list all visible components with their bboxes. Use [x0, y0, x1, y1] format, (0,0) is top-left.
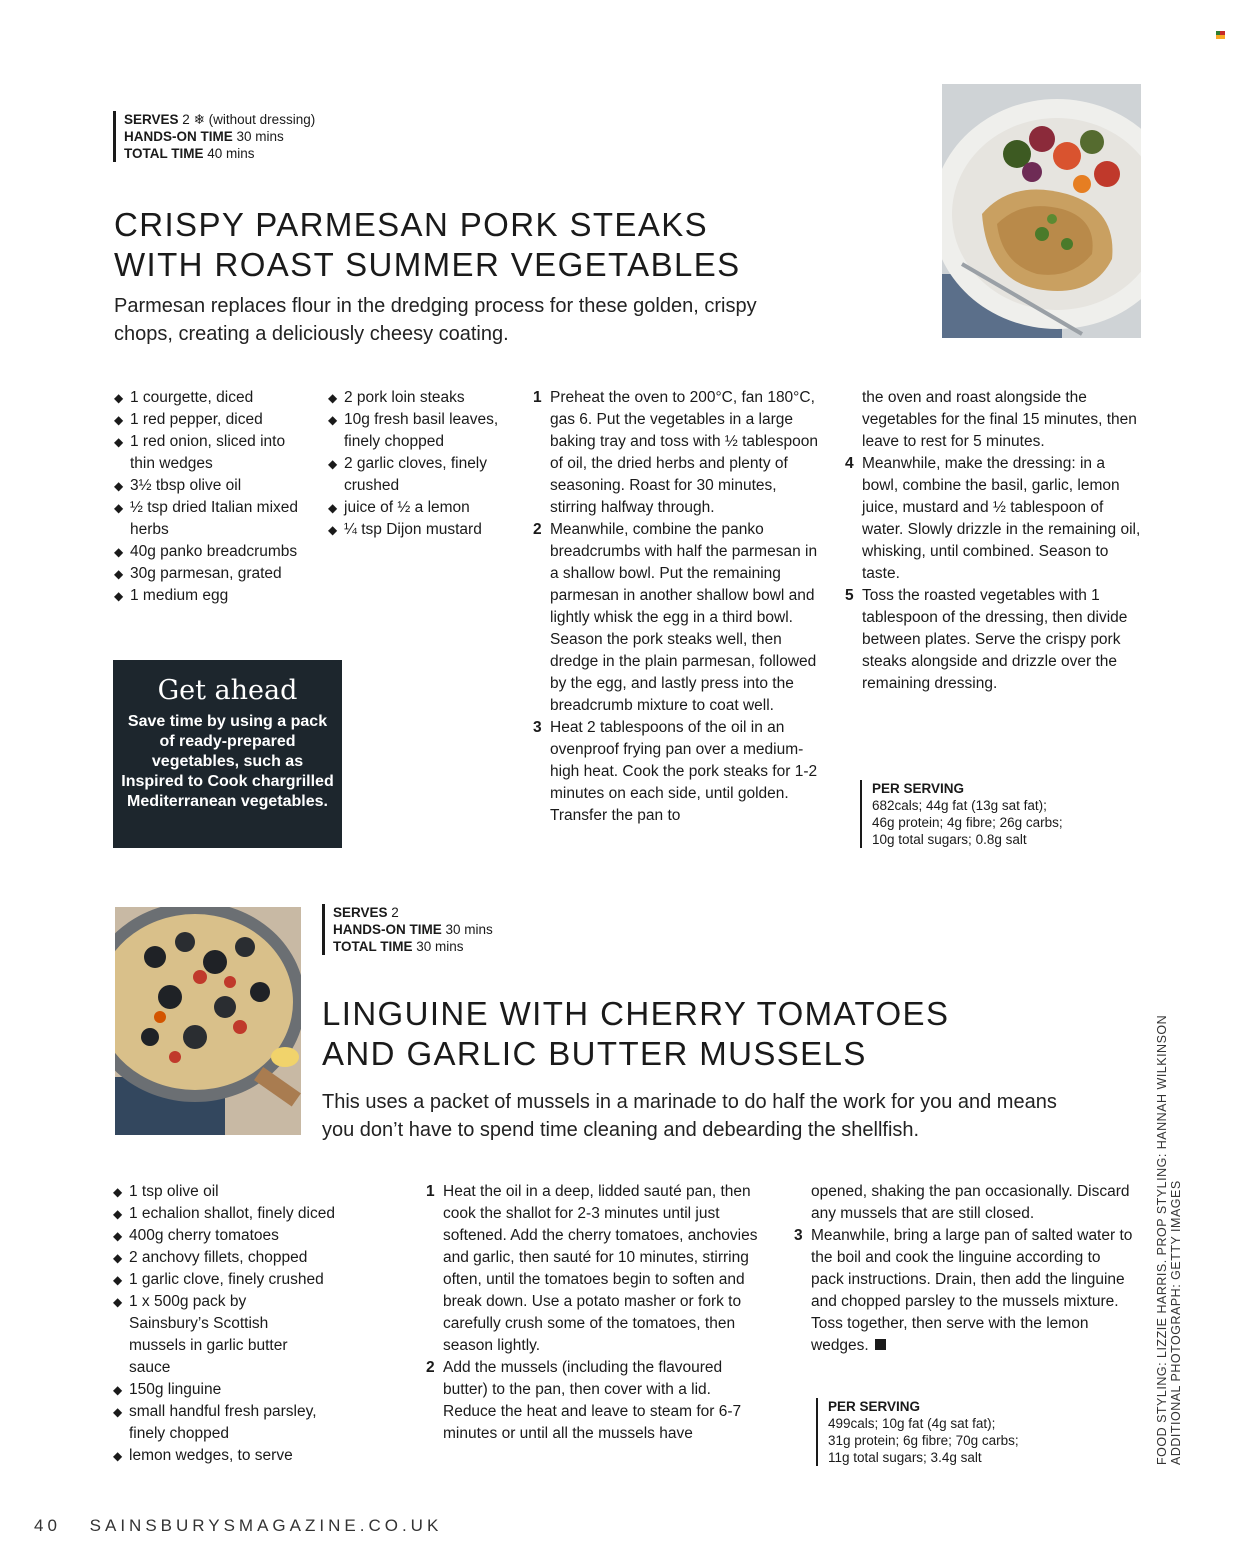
hands-on-label: HANDS-ON TIME [333, 922, 442, 937]
serves-row [124, 111, 315, 128]
hands-on-value: 30 mins [445, 922, 493, 937]
credits-line: ADDITIONAL PHOTOGRAPH: GETTY IMAGES [1169, 1180, 1183, 1465]
serves-label: SERVES [124, 112, 179, 127]
ingredient-item: ◆ ½ tsp dried Italian mixed herbs [114, 497, 314, 541]
recipe1-method-col1 [533, 387, 825, 827]
recipe2-title [322, 994, 949, 1074]
recipe1-ingredients-col1 [114, 387, 314, 607]
page-number: 40 [34, 1516, 61, 1535]
get-ahead-heading: Get ahead [157, 675, 298, 706]
total-time-row [333, 938, 493, 955]
ingredient-item: ◆ 3½ tbsp olive oil [114, 475, 314, 497]
serves-row [333, 904, 493, 921]
ingredient-item: ◆ 1 tsp olive oil [113, 1181, 373, 1203]
total-time-value: 40 mins [207, 146, 255, 161]
nutrition-line: 682cals; 44g fat (13g sat fat); [872, 798, 1047, 813]
hands-on-label: HANDS-ON TIME [124, 129, 233, 144]
step-number: 1 [426, 1183, 435, 1200]
credits-line: FOOD STYLING: LIZZIE HARRIS. PROP STYLING: HANNAH WILKINSON [1155, 1014, 1169, 1465]
ingredient-item: ◆ 1 courgette, diced [114, 387, 314, 409]
ingredient-item: ◆ 1 echalion shallot, finely diced [113, 1203, 373, 1225]
recipe2-meta [322, 904, 493, 955]
ingredient-item: ◆ small handful fresh parsley, finely chopped [113, 1401, 333, 1445]
method-step [845, 585, 1142, 695]
method-step [426, 1181, 758, 1357]
total-time-value: 30 mins [416, 939, 464, 954]
step-number: 5 [845, 587, 854, 604]
recipe1-meta [113, 111, 315, 162]
ingredient-item: ◆ 150g linguine [113, 1379, 373, 1401]
recipe1-title-line1: CRISPY PARMESAN PORK STEAKS [114, 206, 709, 243]
ingredient-item: ◆ 30g parmesan, grated [114, 563, 314, 585]
flag-icon [1216, 31, 1225, 39]
nutrition-heading: PER SERVING [872, 781, 965, 796]
step-text: the oven and roast alongside the vegetables for the final 15 minutes, then leave to rest for 5 minutes. [862, 389, 1137, 450]
hands-on-row [124, 128, 315, 145]
recipe1-intro: Parmesan replaces flour in the dredging process for these golden, crispy chops, creating a deliciously cheesy coating. [114, 295, 757, 345]
ingredient-item: ◆ juice of ½ a lemon [328, 497, 523, 519]
get-ahead-text: Save time by using a pack of ready-prepared vegetables, such as Inspired to Cook chargrilled Mediterranean vegetables. [121, 713, 334, 810]
ingredient-item: ◆ 400g cherry tomatoes [113, 1225, 373, 1247]
step-text: Meanwhile, bring a large pan of salted water to the boil and cook the linguine according to pack instructions. Drain, then add the linguine and chopped parsley to the mussels mixture. Toss together, then serve with the lemon wedges. [811, 1227, 1133, 1354]
ingredient-item: ◆ 1 red pepper, diced [114, 409, 314, 431]
recipe1-nutrition [860, 780, 1063, 848]
ingredient-item: ◆ 10g fresh basil leaves, finely chopped [328, 409, 523, 453]
step-text: Preheat the oven to 200°C, fan 180°C, gas 6. Put the vegetables in a large baking tray and toss with ½ tablespoon of oil, the dried herbs and plenty of seasoning. Roast for 30 minutes, stirring halfway through. [550, 389, 818, 516]
ingredient-item: ◆ 1 x 500g pack by Sainsbury’s Scottish mussels in garlic butter sauce [113, 1291, 328, 1379]
serves-value: 2 [182, 112, 190, 127]
total-time-label: TOTAL TIME [124, 146, 204, 161]
get-ahead-box [113, 660, 342, 848]
ingredient-item: ◆ 2 pork loin steaks [328, 387, 523, 409]
step-number: 1 [533, 389, 542, 406]
method-step [533, 717, 825, 827]
recipe1-title-line2: WITH ROAST SUMMER VEGETABLES [114, 246, 741, 283]
step-number: 3 [794, 1227, 803, 1244]
serves-label: SERVES [333, 905, 388, 920]
pork-steak-illustration [942, 84, 1141, 338]
nutrition-line: 46g protein; 4g fibre; 26g carbs; [872, 815, 1063, 830]
hands-on-row [333, 921, 493, 938]
ingredient-item: ◆ 40g panko breadcrumbs [114, 541, 314, 563]
site-url: SAINSBURYSMAGAZINE.CO.UK [89, 1516, 443, 1535]
pork-steak-photo [942, 84, 1141, 338]
ingredient-item: ◆ 2 anchovy fillets, chopped [113, 1247, 373, 1269]
nutrition-line: 10g total sugars; 0.8g salt [872, 832, 1027, 847]
step-number: 2 [533, 521, 542, 538]
ingredient-item: ◆ 2 garlic cloves, finely crushed [328, 453, 523, 497]
step-text: Heat the oil in a deep, lidded sauté pan, then cook the shallot for 2-3 minutes until just softened. Add the cherry tomatoes, anchovies and garlic, then sauté for 10 minutes, stirring often, until the tomatoes begin to soften and break down. Use a potato masher or fork to carefully crush some of the tomatoes, then season lightly. [443, 1183, 758, 1354]
step-text: Meanwhile, combine the panko breadcrumbs with half the parmesan in a shallow bowl. Put the remaining parmesan in another shallow bowl and lightly whisk the egg in a third bowl. Season the pork steaks well, then dredge in the plain parmesan, followed by the egg, and lastly press into the breadcrumb mixture to coat well. [550, 521, 818, 714]
hands-on-value: 30 mins [236, 129, 284, 144]
serves-note: (without dressing) [208, 112, 316, 127]
recipe1-ingredients-col2 [328, 387, 523, 541]
mussels-illustration [115, 907, 301, 1135]
method-step [794, 1225, 1136, 1357]
step-number: 2 [426, 1359, 435, 1376]
recipe2-method-col2 [794, 1181, 1136, 1357]
recipe2-intro: This uses a packet of mussels in a marinade to do half the work for you and means you don’t have to spend time cleaning and debearding the shellfish. [322, 1091, 1057, 1141]
photo-credits [1155, 1005, 1183, 1465]
recipe2-ingredients [113, 1181, 373, 1467]
serves-value: 2 [391, 905, 399, 920]
method-step [533, 387, 825, 519]
snowflake-icon: ❄ [193, 112, 205, 127]
page-footer [34, 1516, 442, 1536]
total-time-row [124, 145, 315, 162]
recipe1-method-col2 [845, 387, 1142, 695]
nutrition-line: 499cals; 10g fat (4g sat fat); [828, 1416, 996, 1431]
nutrition-heading: PER SERVING [828, 1399, 921, 1414]
method-step [426, 1357, 758, 1445]
end-mark-icon [875, 1339, 886, 1350]
step-text: Toss the roasted vegetables with 1 tablespoon of the dressing, then divide between plates. Serve the crispy pork steaks alongside and drizzle over the remaining dressing. [862, 587, 1128, 692]
recipe2-title-line2: AND GARLIC BUTTER MUSSELS [322, 1035, 867, 1072]
ingredient-item: ◆ lemon wedges, to serve [113, 1445, 373, 1467]
step-text: Heat 2 tablespoons of the oil in an ovenproof frying pan over a medium-high heat. Cook the pork steaks for 1-2 minutes on each side, until golden. Transfer the pan to [550, 719, 818, 824]
step-number: 4 [845, 455, 854, 472]
method-step [533, 519, 825, 717]
total-time-label: TOTAL TIME [333, 939, 413, 954]
recipe1-title [114, 205, 741, 285]
recipe2-title-line1: LINGUINE WITH CHERRY TOMATOES [322, 995, 950, 1032]
ingredient-item: ◆ 1 red onion, sliced into thin wedges [114, 431, 314, 475]
method-step [811, 1181, 1136, 1225]
ingredient-item: ◆ ¼ tsp Dijon mustard [328, 519, 523, 541]
method-step [845, 453, 1142, 585]
step-text: Meanwhile, make the dressing: in a bowl, combine the basil, garlic, lemon juice, mustard and ½ tablespoon of water. Slowly drizzle in the remaining oil, whisking, until combined. Season to taste. [862, 455, 1141, 582]
step-text: opened, shaking the pan occasionally. Discard any mussels that are still closed. [811, 1183, 1130, 1222]
method-step [862, 387, 1142, 453]
mussels-linguine-photo [115, 907, 301, 1135]
recipe2-method-col1 [426, 1181, 758, 1445]
ingredient-item: ◆ 1 garlic clove, finely crushed [113, 1269, 373, 1291]
step-number: 3 [533, 719, 542, 736]
nutrition-line: 31g protein; 6g fibre; 70g carbs; [828, 1433, 1019, 1448]
step-text: Add the mussels (including the flavoured butter) to the pan, then cover with a lid. Reduce the heat and leave to steam for 6-7 minutes or until all the mussels have [443, 1359, 742, 1442]
recipe2-nutrition [816, 1398, 1019, 1466]
ingredient-item: ◆ 1 medium egg [114, 585, 314, 607]
nutrition-line: 11g total sugars; 3.4g salt [828, 1450, 982, 1465]
